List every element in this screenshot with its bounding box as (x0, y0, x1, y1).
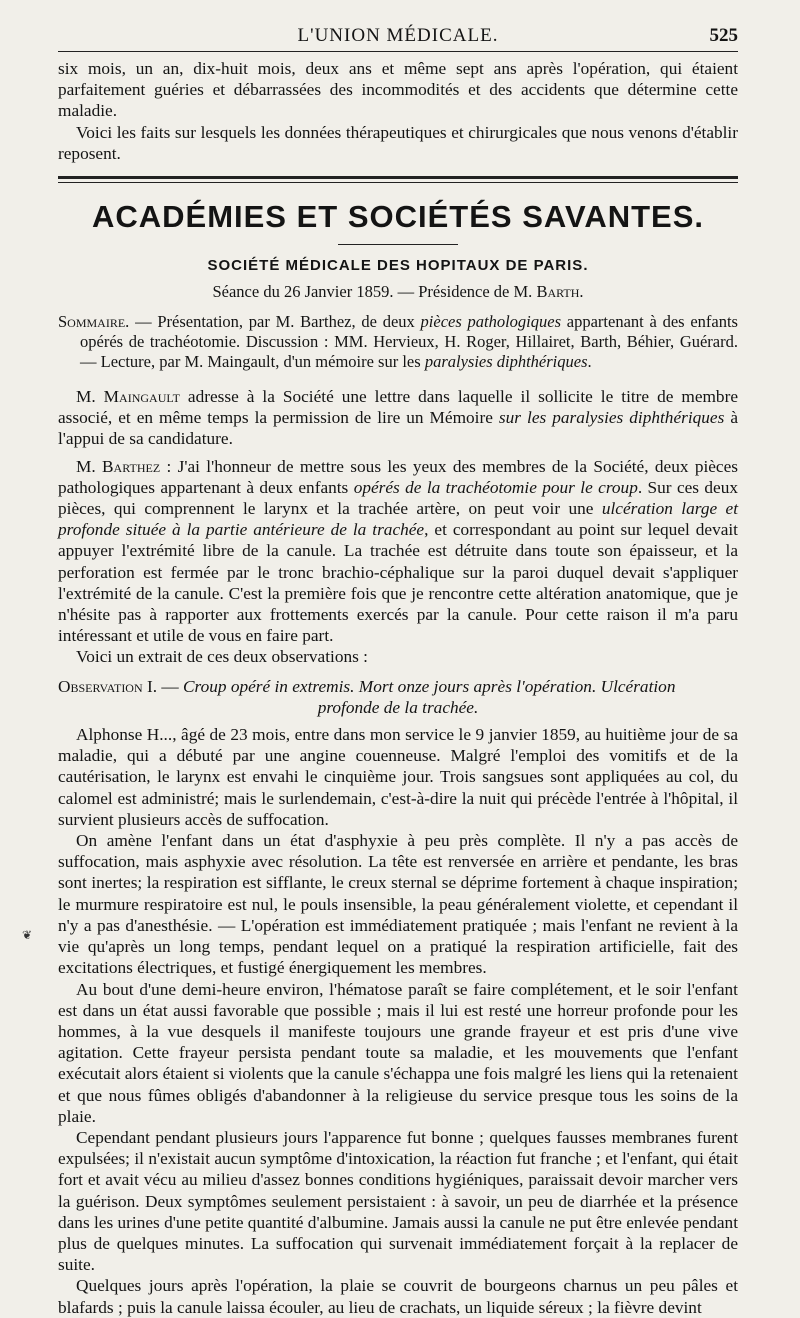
observation-dash: — (157, 676, 183, 696)
intro-paragraph-1: six mois, un an, dix-huit mois, deux ans et même sept ans après l'opération, qui étaient parfaitement guéries et débarrassées des incommodités et des accidents que détermine cette maladie. (58, 59, 738, 121)
maingault-paragraph (58, 386, 738, 450)
margin-mark: ❦ (22, 928, 33, 942)
maingault-name: M. Maingault (76, 387, 180, 407)
barthez-italic-1: opérés de la trachéotomie pour le croup (353, 477, 638, 497)
maingault-text-2: à l'appui de sa candidature. (58, 408, 739, 449)
body-paragraph-2: On amène l'enfant dans un état d'asphyxie à peu près complète. Il n'y a pas accès de suffocation, mais asphyxie avec résolution. La tête est renversée en arrière et pendante, les bras sont inertes; la respiration est sifflante, le creux sternal se déprime fortement à chaque inspiration; le murmure respiratoire est nul, le pouls insensible, la peau généralement violette, et cependant il n'y a pas d'anesthésie. — L'opération est immédiatement pratiquée ; mais l'enfant ne revient à la vie qu'après un long temps, pendant lequel on a pratiqué la respiration artificielle, fait des excitations électriques, et fustigé énergiquement les membres. (58, 831, 738, 978)
barthez-text-2: . Sur ces deux pièces, qui comprennent le larynx et la trachée artère, on peut voir une (58, 477, 739, 519)
intro-paragraph-2: Voici les faits sur lesquels les données thérapeutiques et chirurgicales que nous venons d'établir reposent. (58, 122, 738, 163)
session-prefix: Séance du 26 Janvier 1859. — Présidence de M. (212, 282, 537, 302)
maingault-italic: sur les paralysies diphthériques (498, 408, 725, 428)
sommaire-label: Sommaire. (58, 312, 130, 332)
sommaire (58, 312, 738, 372)
barthez-italic-2: ulcération large et profonde située à la partie antérieure de la trachée (58, 499, 738, 540)
maingault-text-1: adresse à la Société une lettre dans laquelle il sollicite le titre de membre associé, et en même temps la permission de lire un Mémoire (58, 387, 739, 428)
sommaire-text-1: — Présentation, par M. Barthez, de deux (129, 312, 421, 332)
session-president: Barth. (536, 282, 584, 302)
barthez-name: M. Barthez (76, 456, 161, 476)
observation-title-2: profonde de la trachée. (317, 697, 479, 717)
sommaire-text-2: appartenant à des enfants opérés de trachéotomie. Discussion : MM. Hervieux, H. Roger, Hillairet, Barth, Béhier, Guérard. — Lecture, par M. Maingault, d'un mémoire sur les (80, 312, 738, 372)
sommaire-text-3: . (587, 352, 592, 372)
barthez-text-3: , et correspondant au point sur lequel devait appuyer l'extrémité libre de la canule. La trachée est détruite dans toute son épaisseur, et la perforation est fermée par le tronc brachio-céphalique sur la paroi duquel devait s'appliquer l'extrémité de la canule. C'est la première fois que je rencontre cette altération anatomique, que je n'hésite pas à rapporter aux frottements exercés par la canule. Pour cette raison il m'a paru intéressant et utile de vous en faire part. (58, 520, 738, 646)
barthez-paragraph (58, 456, 738, 647)
session-line (58, 282, 738, 302)
page-number: 525 (709, 25, 738, 46)
sommaire-italic-2: paralysies diphthériques (424, 352, 588, 372)
running-title: L'UNION MÉDICALE. (297, 25, 499, 46)
observation-heading (58, 676, 738, 697)
body-paragraph-4: Cependant pendant plusieurs jours l'apparence fut bonne ; quelques fausses membranes furent expulsées; il n'existait aucun symptôme d'intoxication, la réaction fut franche ; et l'enfant, qui était fort et avait vécu au milieu d'assez bonnes conditions hygiéniques, paraissait devoir marcher vers la guérison. Deux symptômes seulement persistaient : à savoir, un peu de diarrhée et la présence dans les urines d'une petite quantité d'albumine. Jamais aussi la canule ne put être enlevée pendant plus de quelques minutes. La suffocation qui survenait immédiatement forçait à la replacer de suite. (58, 1127, 738, 1275)
body-paragraph-1: Alphonse H..., âgé de 23 mois, entre dans mon service le 9 janvier 1859, au huitième jour de sa maladie, qui a débuté par une angine couenneuse. Malgré l'emploi des vomitifs et de la cautérisation, le larynx est envahi le cinquième jour. Trois sangsues sont appliquées au col, du calomel est administré; mais le surlendemain, c'est-à-dire la nuit qui précède l'entrée à l'hôpital, il survient plusieurs accès de suffocation. (58, 725, 738, 829)
barthez-text-1: : J'ai l'honneur de mettre sous les yeux des membres de la Société, deux pièces pathologiques appartenant à deux enfants (58, 456, 738, 497)
running-head (58, 25, 738, 52)
society-title: SOCIÉTÉ MÉDICALE DES HOPITAUX DE PARIS. (207, 257, 589, 275)
sommaire-italic-1: pièces pathologiques (420, 312, 562, 332)
page-content (58, 58, 738, 1318)
observation-label: Observation I. (58, 676, 158, 696)
observation-title-1: Croup opéré in extremis. Mort onze jours après l'opération. Ulcération (182, 676, 676, 696)
article-body (58, 386, 738, 1318)
body-paragraph-5: Quelques jours après l'opération, la plaie se couvrit de bourgeons charnus un peu pâles et blafards ; puis la canule laissa écouler, au lieu de crachats, un liquide séreux ; la fièvre devint (58, 1276, 738, 1317)
title-rule (338, 244, 458, 245)
section-divider (58, 176, 738, 183)
extract-line: Voici un extrait de ces deux observations : (76, 647, 368, 667)
body-paragraph-3: Au bout d'une demi-heure environ, l'hématose paraît se faire complétement, et le soir l'enfant est dans un état aussi favorable que possible ; mais il lui est resté une horreur profonde pour les hommes, à la vue desquels il manifeste toujours une grande frayeur et est pris d'une vive agitation. Cette frayeur persista pendant toute sa maladie, et les mouvements que l'enfant exécutait alors étaient si violents que la canule s'échappa une fois malgré les liens qui la retenaient et que nous fûmes obligés d'abandonner à la religieuse du service presque tous les soins de la plaie. (58, 979, 738, 1126)
section-title: ACADÉMIES ET SOCIÉTÉS SAVANTES. (91, 199, 705, 235)
